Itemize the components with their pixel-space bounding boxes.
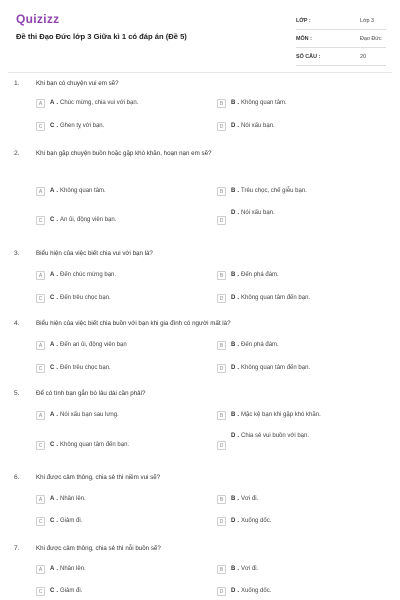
- question-number: 6.: [14, 474, 20, 481]
- worksheet-meta: [296, 12, 386, 66]
- option-letter-box: C: [36, 587, 45, 596]
- option-d[interactable]: D D . Xuống dốc.: [217, 517, 271, 526]
- option-text: Xuống dốc.: [241, 588, 272, 594]
- option-c[interactable]: C C . An ủi, động viên bạn.: [36, 216, 116, 225]
- option-letter: C: [50, 123, 55, 129]
- option-text: Đến phá đám.: [241, 272, 279, 278]
- meta-row-count: [296, 48, 386, 66]
- option-b[interactable]: B B . Trêu chọc, chế giễu bạn.: [217, 187, 307, 196]
- option-letter-box: A: [36, 341, 45, 350]
- option-text: Không quan tâm.: [241, 100, 287, 106]
- option-letter: A: [50, 100, 55, 106]
- header-divider: [8, 72, 392, 73]
- option-letter: C: [50, 588, 55, 594]
- option-d[interactable]: D D . Xuống dốc.: [217, 587, 271, 596]
- worksheet-header: [0, 0, 400, 72]
- option-d[interactable]: D D . Nói xấu bạn.: [217, 209, 275, 225]
- option-d[interactable]: D D . Chia sẻ vui buồn với bạn.: [217, 432, 309, 450]
- question-text: Khi bạn gặp chuyện buồn hoặc gặp khó khăn, hoạn nạn em sẽ?: [36, 150, 212, 157]
- question-number: 7.: [14, 545, 20, 552]
- option-text: Vơi đi.: [241, 496, 259, 502]
- option-letter-box: A: [36, 187, 45, 196]
- meta-value: Đạo Đức: [360, 35, 382, 42]
- option-b[interactable]: B B . Vơi đi.: [217, 495, 258, 504]
- option-b[interactable]: B B . Mặc kệ bạn khi gặp khó khăn.: [217, 411, 321, 420]
- question-number: 2.: [14, 150, 20, 157]
- option-text: Đến trêu chọc bạn.: [60, 295, 111, 301]
- option-a[interactable]: A A . Nói xấu bạn sau lưng.: [36, 411, 119, 420]
- meta-label: SỐ CÂU :: [296, 53, 321, 60]
- option-text: An ủi, động viên bạn.: [60, 217, 117, 223]
- option-letter-box: B: [217, 99, 226, 108]
- option-text: Không quan tâm đến bạn.: [60, 442, 130, 448]
- option-a[interactable]: A A . Không quan tâm.: [36, 187, 106, 196]
- option-letter: A: [50, 188, 55, 194]
- option-letter: B: [231, 188, 236, 194]
- option-text: Không quan tâm đến bạn.: [241, 365, 311, 371]
- option-b[interactable]: B B . Đến phá đám.: [217, 271, 279, 280]
- option-a[interactable]: A A . Nhân lên.: [36, 495, 86, 504]
- option-letter: C: [50, 442, 55, 448]
- option-text: Chúc mừng, chia vui với bạn.: [60, 100, 139, 106]
- option-letter-box: C: [36, 364, 45, 373]
- question-number: 4.: [14, 320, 20, 327]
- option-letter-box: B: [217, 495, 226, 504]
- option-c[interactable]: C C . Đến trêu chọc bạn.: [36, 364, 111, 373]
- option-letter-box: B: [217, 341, 226, 350]
- question-number: 1.: [14, 80, 20, 87]
- option-b[interactable]: B B . Đến phá đám.: [217, 341, 279, 350]
- option-letter-box: C: [36, 294, 45, 303]
- option-text: Không quan tâm.: [60, 188, 106, 194]
- option-text: Nhân lên.: [60, 566, 86, 572]
- option-text: Đến chúc mừng bạn.: [60, 272, 117, 278]
- option-text: Trêu chọc, chế giễu bạn.: [241, 188, 307, 194]
- option-letter: B: [231, 272, 236, 278]
- question-number: 5.: [14, 390, 20, 397]
- option-letter-box: A: [36, 99, 45, 108]
- option-letter-box: D: [217, 294, 226, 303]
- option-letter: A: [50, 496, 55, 502]
- option-a[interactable]: A A . Nhân lên.: [36, 565, 86, 574]
- meta-row-class: [296, 12, 386, 30]
- option-c[interactable]: C C . Đến trêu chọc bạn.: [36, 294, 111, 303]
- option-letter: C: [50, 295, 55, 301]
- option-letter: C: [50, 518, 55, 524]
- option-letter: D: [231, 210, 236, 216]
- option-d[interactable]: D D . Không quan tâm đến bạn.: [217, 294, 310, 303]
- option-letter-box: B: [217, 565, 226, 574]
- question-text: Khi được cảm thông, chia sẻ thì niềm vui sẽ?: [36, 474, 161, 481]
- option-letter: D: [231, 518, 236, 524]
- option-text: Chia sẻ vui buồn với bạn.: [241, 433, 309, 439]
- option-c[interactable]: C C . Không quan tâm đến bạn.: [36, 441, 129, 450]
- option-text: Đến an ủi, động viên bạn: [60, 342, 127, 348]
- option-letter: B: [231, 342, 236, 348]
- question-text: Biểu hiện của việc biết chia buồn với bạn khi gia đình có người mất là?: [36, 320, 231, 327]
- option-b[interactable]: B B . Không quan tâm.: [217, 99, 287, 108]
- option-letter: B: [231, 412, 236, 418]
- option-text: Đến trêu chọc bạn.: [60, 365, 111, 371]
- option-text: Không quan tâm đến bạn.: [241, 295, 311, 301]
- meta-value: Lớp 3: [360, 17, 375, 24]
- option-letter-box: D: [217, 517, 226, 526]
- option-letter: B: [231, 100, 236, 106]
- option-letter-box: D: [217, 122, 226, 131]
- option-letter-box: D: [217, 364, 226, 373]
- question-text: Biểu hiện của việc biết chia vui với bạn là?: [36, 250, 153, 257]
- option-letter-box: B: [217, 411, 226, 420]
- option-letter: A: [50, 342, 55, 348]
- option-text: Giảm đi.: [60, 518, 83, 524]
- option-letter: C: [50, 217, 55, 223]
- option-text: Nhân lên.: [60, 496, 86, 502]
- question-text: Khi được cảm thông, chia sẻ thì nỗi buồn sẽ?: [36, 545, 161, 552]
- option-text: Ghen tỵ với bạn.: [60, 123, 105, 129]
- option-d[interactable]: D D . Không quan tâm đến bạn.: [217, 364, 310, 373]
- option-letter: A: [50, 272, 55, 278]
- option-letter: A: [50, 412, 55, 418]
- option-a[interactable]: A A . Chúc mừng, chia vui với bạn.: [36, 99, 138, 108]
- option-letter-box: A: [36, 565, 45, 574]
- option-a[interactable]: A A . Đến an ủi, động viên bạn: [36, 341, 127, 350]
- option-text: Vơi đi.: [241, 566, 259, 572]
- question-text: Khi bạn có chuyện vui em sẽ?: [36, 80, 119, 87]
- option-letter-box: B: [217, 271, 226, 280]
- question-text: Để có tình bạn gắn bó lâu dài cần phải?: [36, 390, 146, 397]
- option-letter-box: C: [36, 441, 45, 450]
- option-text: Nói xấu bạn.: [241, 210, 275, 216]
- option-letter: D: [231, 588, 236, 594]
- meta-label: MÔN :: [296, 35, 312, 42]
- option-letter-box: C: [36, 122, 45, 131]
- option-letter-box: D: [217, 587, 226, 596]
- option-letter: C: [50, 365, 55, 371]
- option-c[interactable]: C C . Ghen tỵ với bạn.: [36, 122, 104, 131]
- question-number: 3.: [14, 250, 20, 257]
- option-letter-box: C: [36, 216, 45, 225]
- option-letter: D: [231, 295, 236, 301]
- option-letter-box: A: [36, 411, 45, 420]
- option-c[interactable]: C C . Giảm đi.: [36, 517, 82, 526]
- option-letter: D: [231, 365, 236, 371]
- option-a[interactable]: A A . Đến chúc mừng bạn.: [36, 271, 116, 280]
- option-letter: D: [231, 433, 236, 439]
- option-text: Nói xấu bạn sau lưng.: [60, 412, 119, 418]
- meta-label: LỚP :: [296, 17, 311, 24]
- option-text: Xuống dốc.: [241, 518, 272, 524]
- option-letter-box: D: [217, 216, 226, 225]
- option-text: Giảm đi.: [60, 588, 83, 594]
- option-b[interactable]: B B . Vơi đi.: [217, 565, 258, 574]
- quizizz-logo: Quizizz: [16, 12, 60, 26]
- option-letter-box: D: [217, 441, 226, 450]
- option-letter: A: [50, 566, 55, 572]
- option-letter-box: B: [217, 187, 226, 196]
- option-letter-box: A: [36, 495, 45, 504]
- option-letter: B: [231, 566, 236, 572]
- option-text: Nói xấu bạn.: [241, 123, 275, 129]
- option-d[interactable]: D D . Nói xấu bạn.: [217, 122, 275, 131]
- option-letter-box: C: [36, 517, 45, 526]
- option-letter: B: [231, 496, 236, 502]
- option-c[interactable]: C C . Giảm đi.: [36, 587, 82, 596]
- worksheet-title: Đề thi Đạo Đức lớp 3 Giữa kì 1 có đáp án (Đề 5): [16, 32, 187, 41]
- option-letter: D: [231, 123, 236, 129]
- option-text: Mặc kệ bạn khi gặp khó khăn.: [241, 412, 321, 418]
- meta-row-subject: [296, 30, 386, 48]
- option-text: Đến phá đám.: [241, 342, 279, 348]
- option-letter-box: A: [36, 271, 45, 280]
- meta-value: 20: [360, 53, 366, 60]
